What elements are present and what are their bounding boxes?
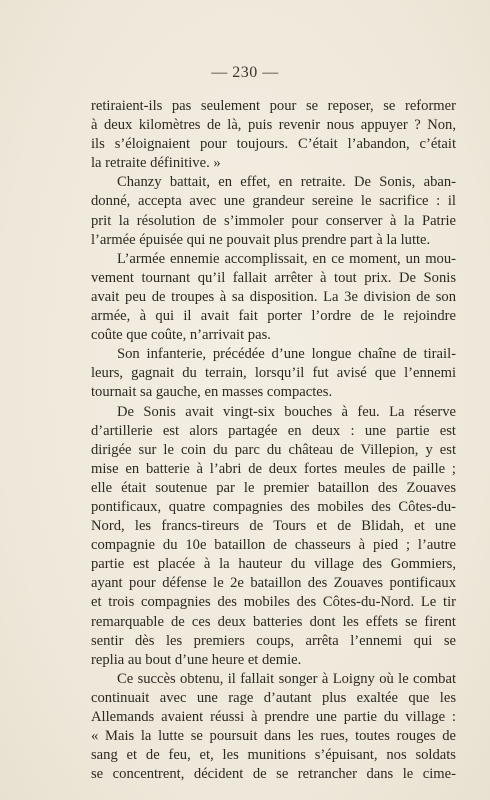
text-line: Son infanterie, précédée d’une longue chaîne de tirail- (117, 346, 456, 363)
text-line: coûte que coûte, n’arrivait pas. (91, 327, 271, 344)
text-line: pontificaux, quatre compagnies des mobiles des Côtes-du- (91, 498, 456, 515)
text-line: retiraient-ils pas seulement pour se reposer, se reformer (91, 98, 456, 114)
paragraph (91, 97, 456, 173)
text-line: la retraite définitive. » (91, 155, 221, 172)
text-line: De Sonis avait vingt-six bouches à feu. La réserve (117, 403, 456, 420)
text-line: se concentrent, décident de se retrancher dans le cime- (91, 766, 456, 783)
text-line: elle était soutenue par le premier bataillon des Zouaves (91, 479, 456, 496)
text-line: sentir dès les premiers coups, arrêta l’ennemi qui se (91, 632, 456, 649)
text-line: tournait sa gauche, en masses compactes. (91, 384, 333, 401)
text-line: d’artillerie est alors partagée en deux : une partie est (91, 422, 456, 439)
text-line: leurs, gagnait du terrain, lorsqu’il fut avisé que l’ennemi (91, 365, 456, 382)
text-line: Chanzy battait, en effet, en retraite. De Sonis, aban- (117, 174, 456, 191)
text-line: prit la résolution de s’immoler pour conserver à la Patrie (91, 212, 456, 229)
text-line: « Mais la lutte se poursuit dans les rues, toutes rouges de (91, 728, 456, 745)
text-line: mise en batterie à l’abri de deux fortes meules de paille ; (91, 460, 456, 477)
text-line: compagnie du 10e bataillon de chasseurs à pied ; l’autre (91, 537, 456, 554)
text-line: L’armée ennemie accomplissait, en ce moment, un mou- (117, 250, 456, 267)
text-line: continuait avec une rage d’autant plus exaltée que les (91, 689, 456, 706)
text-line: Ce succès obtenu, il fallait songer à Loigny où le combat (117, 670, 456, 687)
text-line: dirigée sur le coin du parc du château de Villepion, y est (91, 441, 456, 458)
paragraph (91, 250, 456, 345)
text-line: replia au bout d’une heure et demie. (91, 651, 302, 668)
paragraph (91, 403, 456, 670)
text-line: remarquable de ces deux batteries dont les effets se firent (91, 613, 456, 630)
text-line: Allemands avaient réussi à prendre une partie du village : (91, 709, 456, 725)
paragraph (91, 173, 456, 249)
text-line: ils s’éloignaient pour toujours. C’était l’abandon, c’était (91, 136, 456, 153)
paragraph (91, 670, 456, 785)
body-text (91, 97, 456, 784)
page-number: — 230 — (211, 64, 279, 81)
text-line: ayant pour défense le 2e bataillon des Zouaves pontificaux (91, 575, 456, 592)
text-line: sang et de feu, et, les munitions s’épuisant, nos soldats (91, 747, 456, 764)
text-line: donné, accepta avec une grandeur sereine le sacrifice : il (91, 193, 456, 210)
text-line: armée, à qui il avait fait porter l’ordre de le rejoindre (91, 308, 456, 325)
text-line: et trois compagnies des mobiles des Côtes-du-Nord. Le tir (91, 594, 456, 611)
text-line: l’armée épuisée qui ne pouvait plus prendre part à la lutte. (91, 231, 431, 248)
paragraph (91, 345, 456, 402)
text-line: à deux kilomètres de là, puis revenir nous appuyer ? Non, (91, 117, 456, 134)
text-line: avait peu de troupes à sa disposition. La 3e division de son (91, 288, 456, 305)
text-line: partie est placée à la hauteur du village des Gommiers, (91, 556, 456, 573)
text-line: Nord, les francs-tireurs de Tours et de Blidah, et une (91, 518, 456, 535)
text-line: vement tournant qu’il fallait arrêter à tout prix. De Sonis (91, 269, 456, 286)
